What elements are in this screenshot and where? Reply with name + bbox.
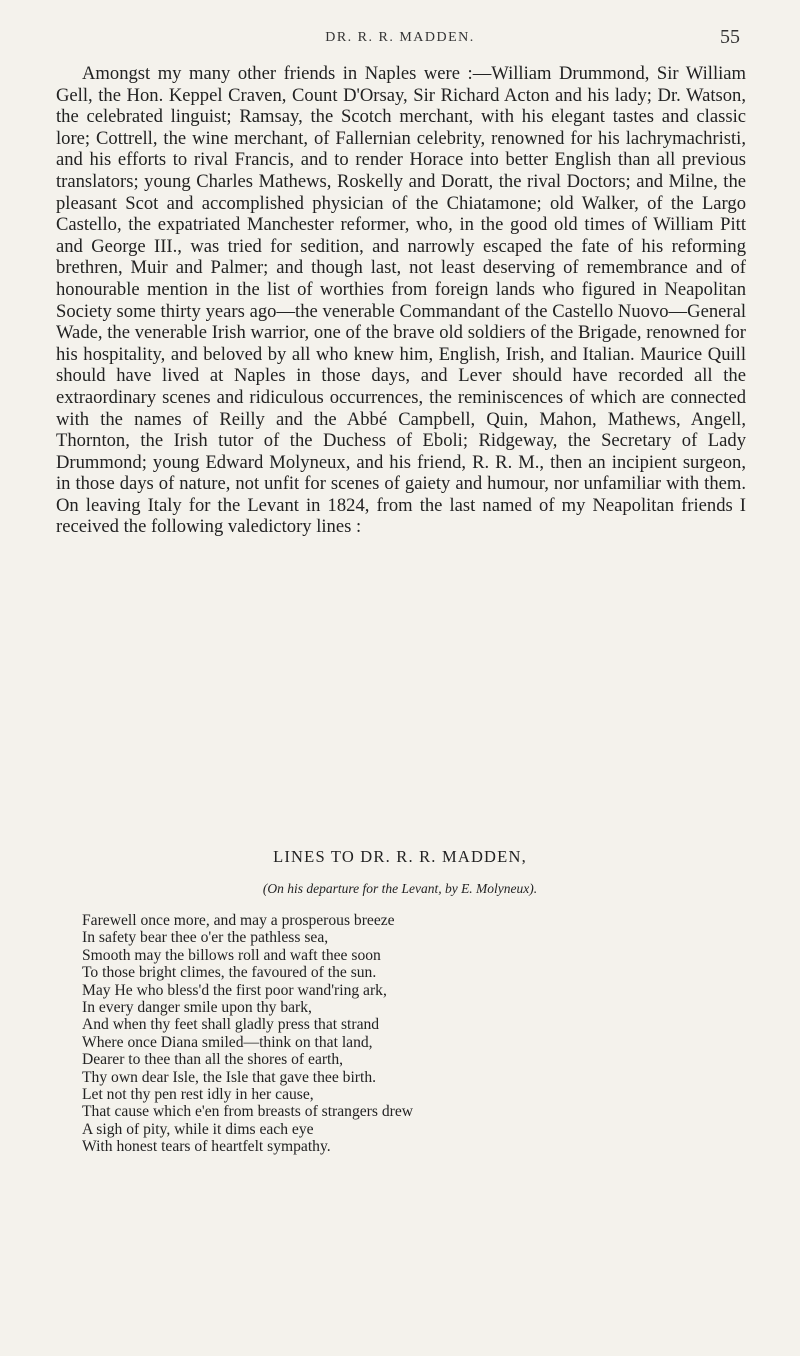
poem-line: In every danger smile upon thy bark,	[82, 999, 312, 1017]
poem-line: Smooth may the billows roll and waft thee soon	[82, 946, 381, 964]
poem-line: In safety bear thee o'er the pathless sea,	[82, 929, 329, 947]
poem-line: Dearer to thee than all the shores of earth,	[82, 1051, 344, 1069]
poem-line: And when thy feet shall gladly press that strand	[82, 1016, 380, 1034]
poem-title: LINES TO DR. R. R. MADDEN,	[273, 847, 527, 866]
poem-line: Thy own dear Isle, the Isle that gave thee birth.	[82, 1068, 377, 1086]
running-head	[0, 26, 800, 52]
poem-subtitle: (On his departure for the Levant, by E. Molyneux).	[262, 881, 538, 896]
poem-line: That cause which e'en from breasts of strangers drew	[82, 1103, 414, 1121]
poem-body	[82, 912, 762, 1156]
poem-line: Where once Diana smiled—think on that land,	[82, 1033, 373, 1051]
poem-line: A sigh of pity, while it dims each eye	[82, 1120, 314, 1138]
poem-line: To those bright climes, the favoured of the sun.	[82, 964, 377, 982]
poem-line: Let not thy pen rest idly in her cause,	[82, 1086, 314, 1104]
page-number: 55	[720, 26, 740, 48]
running-title: DR. R. R. MADDEN.	[325, 30, 475, 45]
poem-line: Farewell once more, and may a prosperous breeze	[82, 912, 395, 929]
poem-line: May He who bless'd the first poor wand'ring ark,	[82, 981, 387, 999]
poem-line: With honest tears of heartfelt sympathy.	[82, 1138, 331, 1156]
body-paragraph: Amongst my many other friends in Naples were :—William Drummond, Sir William Gell, the Hon. Keppel Craven, Count D'Orsay, Sir Richard Acton and his lady; Dr. Watson, the celebrated linguist; Ramsay, the Scotch merchant, with his elegant tastes and classic lore; Cottrell, the wine merchant, of Fallernian celebrity, renowned for his lachrymachristi, and his efforts to rival Francis, and to render Horace into better English than all previous translators; young Charles Mathews, Roskelly and Doratt, the rival Doctors; and Milne, the pleasant Scot and accomplished physician of the Chiatamone; old Walker, of the Largo Castello, the expatriated Manchester reformer, who, in the good old times of William Pitt and George III., was tried for sedition, and narrowly escaped the fate of his reforming brethren, Muir and Palmer; and though last, not least deserving of remembrance and of honourable mention in the list of worthies from foreign lands who figured in Neapolitan Society some thirty years ago—the venerable Commandant of the Castello Nuovo—General Wade, the venerable Irish warrior, one of the brave old soldiers of the Brigade, renowned for his hospitality, and beloved by all who knew him, English, Irish, and Italian. Maurice Quill should have lived at Naples in those days, and Lever should have recorded all the extraordinary scenes and ridiculous occurrences, the reminiscences of which are connected with the names of Reilly and the Abbé Campbell, Quin, Mahon, Mathews, Angell, Thornton, the Irish tutor of the Duchess of Eboli; Ridgeway, the Secretary of Lady Drummond; young Edward Molyneux, and his friend, R. R. M., then an incipient surgeon, in those days of nature, not unfit for scenes of gaiety and humour, nor unfamiliar with them. On leaving Italy for the Levant in 1824, from the last named of my Neapolitan friends I received the following valedictory lines :	[56, 63, 746, 538]
